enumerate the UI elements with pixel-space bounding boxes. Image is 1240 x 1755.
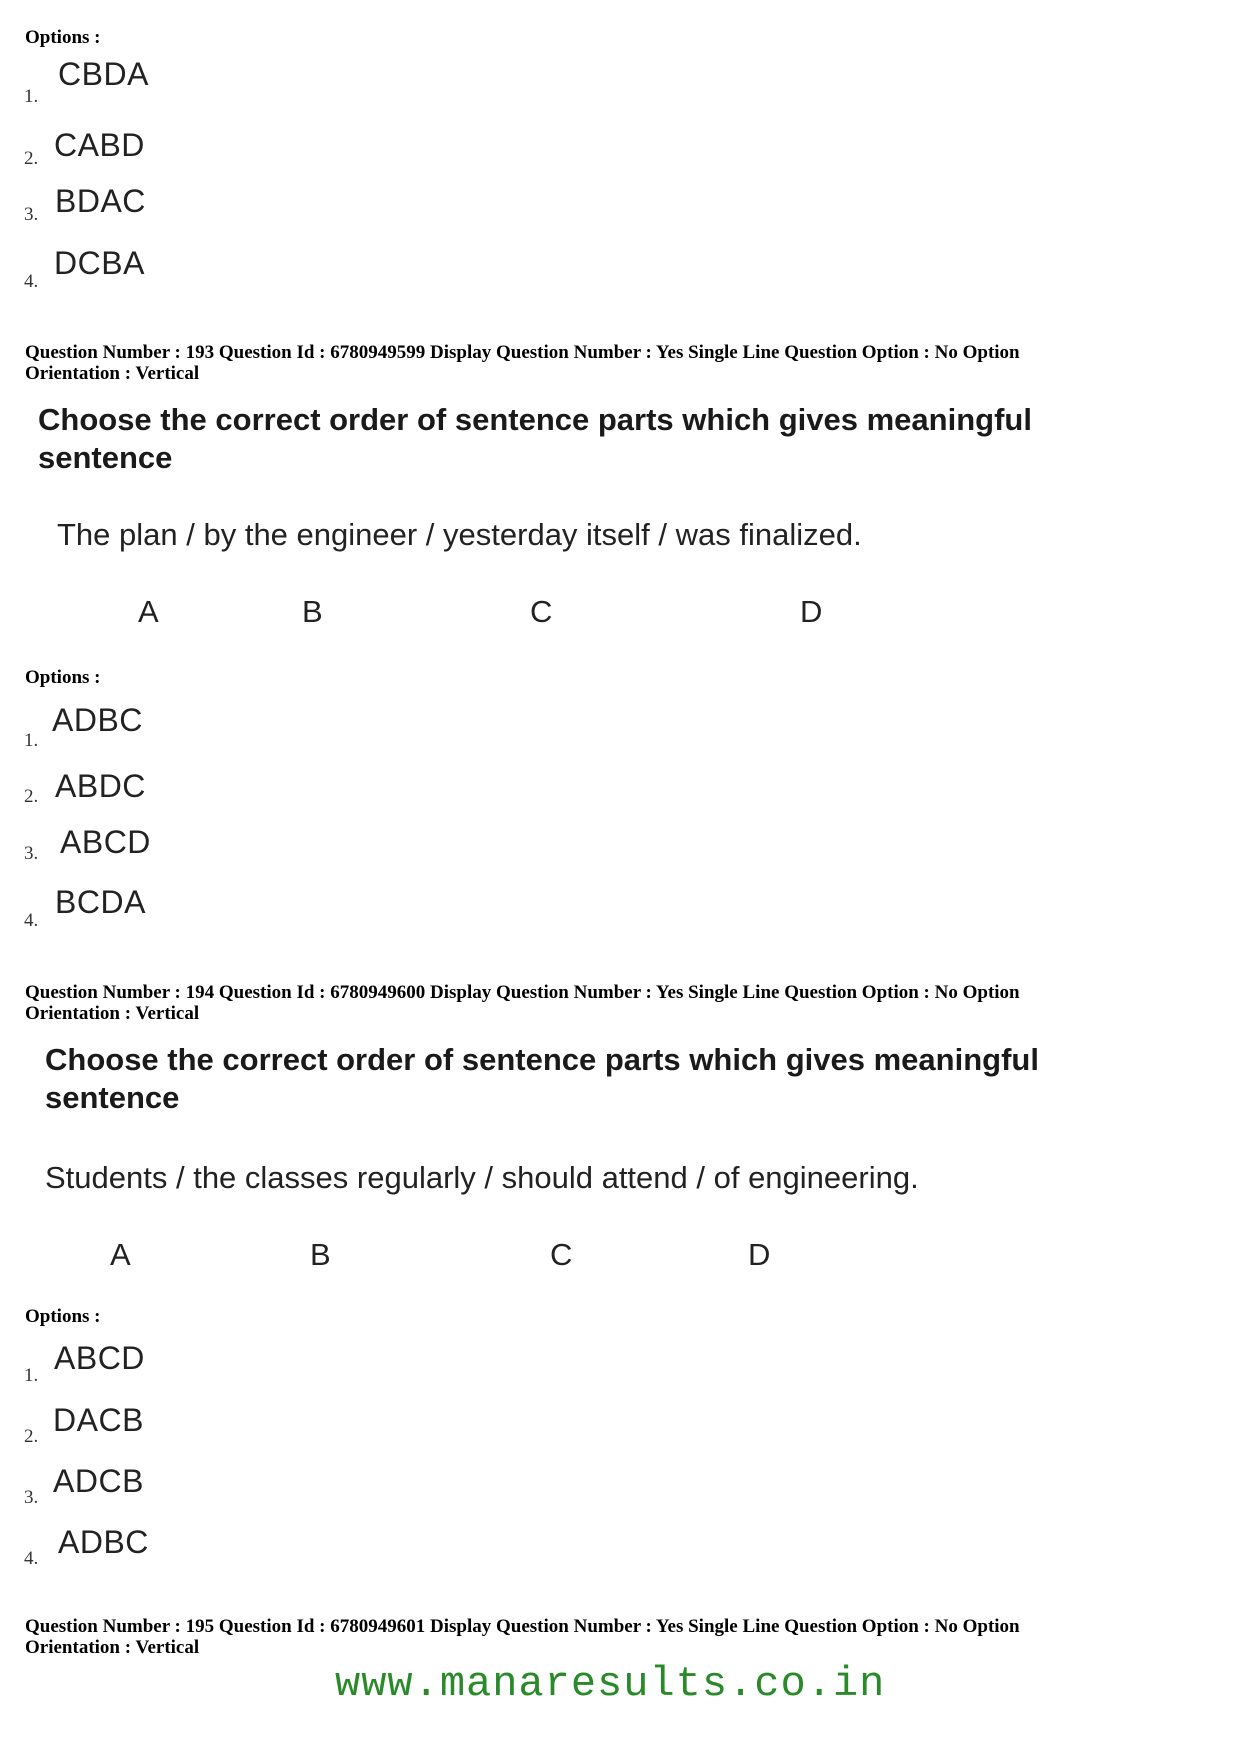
question-header-line1: Question Number : 194 Question Id : 6780949600 Display Question Number : Yes Single Line Question Option : No Option — [25, 982, 1020, 1003]
option-text: BDAC — [55, 183, 146, 219]
question-header-line2: Orientation : Vertical — [25, 1637, 200, 1658]
option-text: ABCD — [54, 1340, 145, 1376]
part-letter-b: B — [302, 594, 323, 629]
part-letter-a: A — [138, 594, 159, 629]
question-header-line2: Orientation : Vertical — [25, 1003, 200, 1024]
question-title — [45, 1041, 1195, 1117]
option-number: 4. — [24, 271, 39, 292]
option-text: CBDA — [58, 56, 149, 92]
options-label: Options : — [25, 27, 101, 48]
question-title-line2: sentence — [45, 1080, 180, 1115]
option-number: 1. — [24, 730, 39, 751]
question-header-line1: Question Number : 195 Question Id : 6780949601 Display Question Number : Yes Single Line Question Option : No Option — [25, 1616, 1020, 1637]
option-text: DACB — [53, 1402, 144, 1438]
option-number: 3. — [24, 1487, 39, 1508]
option-text: ABDC — [55, 768, 146, 804]
option-number: 3. — [24, 843, 39, 864]
option-number: 4. — [24, 1548, 39, 1569]
part-letter-d: D — [800, 594, 823, 629]
option-text: ABCD — [60, 824, 151, 860]
question-title-line1: Choose the correct order of sentence parts which gives meaningful — [45, 1042, 1039, 1077]
part-letter-c: C — [530, 594, 553, 629]
option-text: ADCB — [53, 1463, 144, 1499]
option-number: 3. — [24, 204, 39, 225]
option-text: ADBC — [58, 1524, 149, 1560]
question-sentence: Students / the classes regularly / should attend / of engineering. — [45, 1160, 919, 1195]
option-number: 2. — [24, 1426, 39, 1447]
option-number: 1. — [24, 1365, 39, 1386]
question-header — [25, 342, 1215, 384]
option-text: CABD — [54, 127, 145, 163]
question-header-line2: Orientation : Vertical — [25, 363, 200, 384]
question-title — [38, 401, 1188, 477]
option-number: 1. — [24, 86, 39, 107]
question-title-line2: sentence — [38, 440, 173, 475]
option-number: 4. — [24, 910, 39, 931]
option-number: 2. — [24, 148, 39, 169]
option-number: 2. — [24, 786, 39, 807]
part-letter-b: B — [310, 1237, 331, 1272]
option-text: ADBC — [52, 702, 143, 738]
question-header — [25, 982, 1215, 1024]
options-label: Options : — [25, 1306, 101, 1327]
watermark-url: www.manaresults.co.in — [335, 1660, 886, 1708]
question-sentence: The plan / by the engineer / yesterday itself / was finalized. — [57, 517, 862, 552]
option-text: BCDA — [55, 884, 146, 920]
question-header — [25, 1616, 1215, 1658]
options-label: Options : — [25, 667, 101, 688]
part-letter-d: D — [748, 1237, 771, 1272]
part-letter-a: A — [110, 1237, 131, 1272]
question-header-line1: Question Number : 193 Question Id : 6780949599 Display Question Number : Yes Single Line Question Option : No Option — [25, 342, 1020, 363]
option-text: DCBA — [54, 245, 145, 281]
question-title-line1: Choose the correct order of sentence parts which gives meaningful — [38, 402, 1032, 437]
part-letter-c: C — [550, 1237, 573, 1272]
